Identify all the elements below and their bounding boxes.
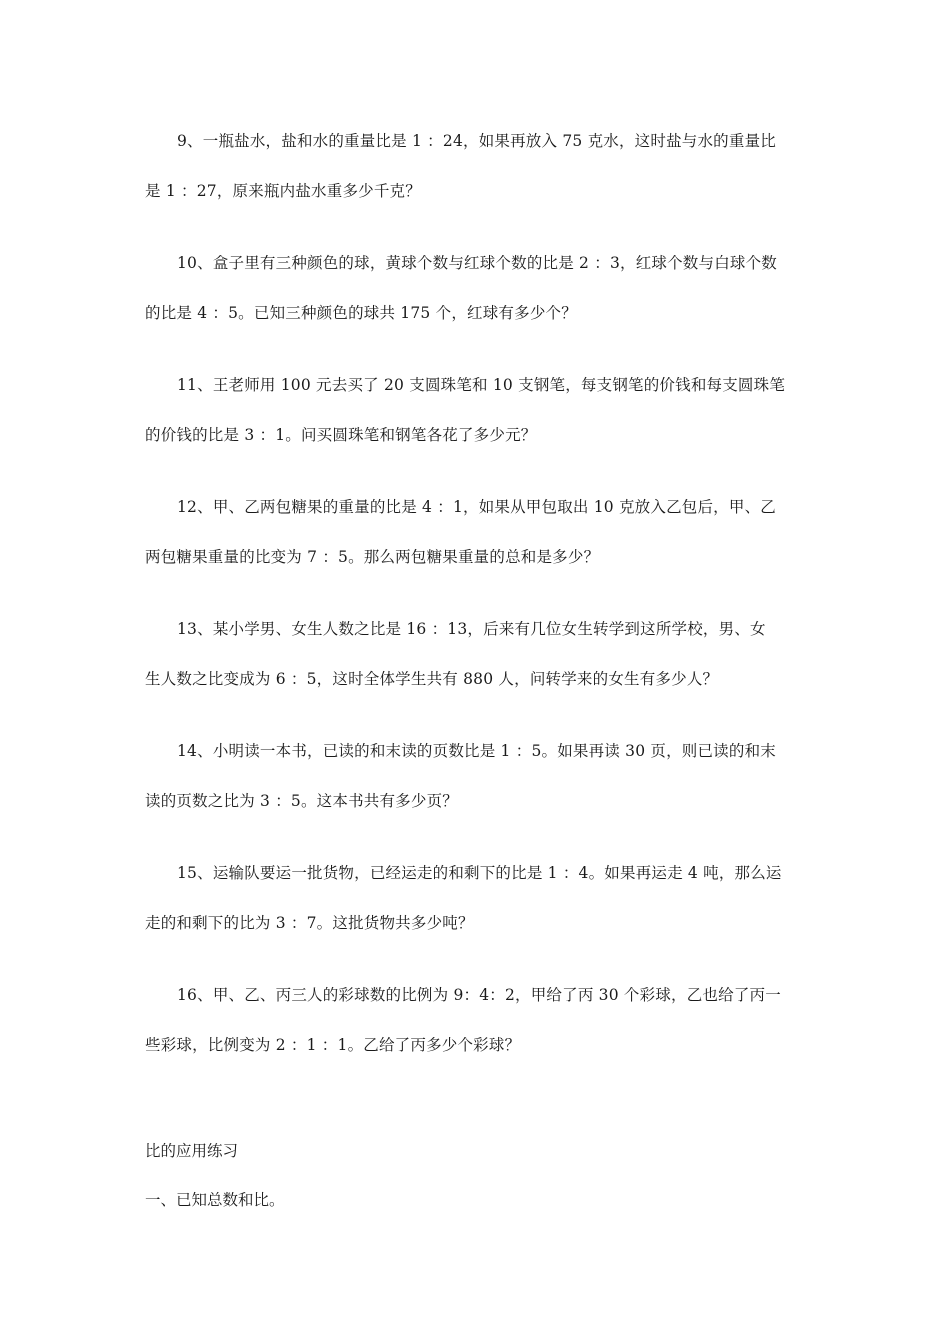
problem-15 xyxy=(145,862,810,934)
problem-11-line-2: 的价钱的比是 3 ：1。问买圆珠笔和钢笔各花了多少元？ xyxy=(145,426,537,444)
problem-11 xyxy=(145,374,810,446)
problem-9 xyxy=(145,130,810,202)
section-title: 比的应用练习 xyxy=(145,1142,239,1160)
problem-9-line-1: 9、一瓶盐水，盐和水的重量比是 1 ：24，如果再放入 75 克水，这时盐与水的重量比 xyxy=(177,132,776,150)
problem-16-line-1: 16、甲、乙、丙三人的彩球数的比例为 9：4：2，甲给了丙 30 个彩球，乙也给了丙一 xyxy=(177,986,781,1004)
problem-12-line-2: 两包糖果重量的比变为 7 ：5。那么两包糖果重量的总和是多少？ xyxy=(145,548,600,566)
problem-11-line-1: 11、王老师用 100 元去买了 20 支圆珠笔和 10 支钢笔，每支钢笔的价钱和每支圆珠笔 xyxy=(177,376,786,394)
problem-16-line-2: 些彩球，比例变为 2 ：1 ：1。乙给了丙多少个彩球？ xyxy=(145,1036,521,1054)
problem-16 xyxy=(145,984,810,1056)
problem-12 xyxy=(145,496,810,568)
problem-10 xyxy=(145,252,810,324)
problem-14-line-1: 14、小明读一本书，已读的和末读的页数比是 1 ：5。如果再读 30 页，则已读的和末 xyxy=(177,742,776,760)
problem-15-line-2: 走的和剩下的比为 3 ：7。这批货物共多少吨？ xyxy=(145,914,474,932)
problem-14 xyxy=(145,740,810,812)
problem-15-line-1: 15、运输队要运一批货物，已经运走的和剩下的比是 1 ：4。如果再运走 4 吨，那么运 xyxy=(177,864,782,882)
problem-13-line-1: 13、某小学男、女生人数之比是 16 ：13，后来有几位女生转学到这所学校，男、女 xyxy=(177,620,766,638)
subsection-title: 一、已知总数和比。 xyxy=(145,1191,285,1209)
problem-9-line-2: 是 1 ：27，原来瓶内盐水重多少千克？ xyxy=(145,182,421,200)
problem-13-line-2: 生人数之比变成为 6 ：5，这时全体学生共有 880 人，问转学来的女生有多少人？ xyxy=(145,670,719,688)
problem-14-line-2: 读的页数之比为 3 ：5。这本书共有多少页？ xyxy=(145,792,458,810)
problem-10-line-1: 10、盒子里有三种颜色的球，黄球个数与红球个数的比是 2 ：3，红球个数与白球个数 xyxy=(177,254,778,272)
problem-10-line-2: 的比是 4 ：5。已知三种颜色的球共 175 个，红球有多少个？ xyxy=(145,304,577,322)
problem-13 xyxy=(145,618,810,690)
problem-12-line-1: 12、甲、乙两包糖果的重量的比是 4 ：1，如果从甲包取出 10 克放入乙包后，甲、乙 xyxy=(177,498,776,516)
